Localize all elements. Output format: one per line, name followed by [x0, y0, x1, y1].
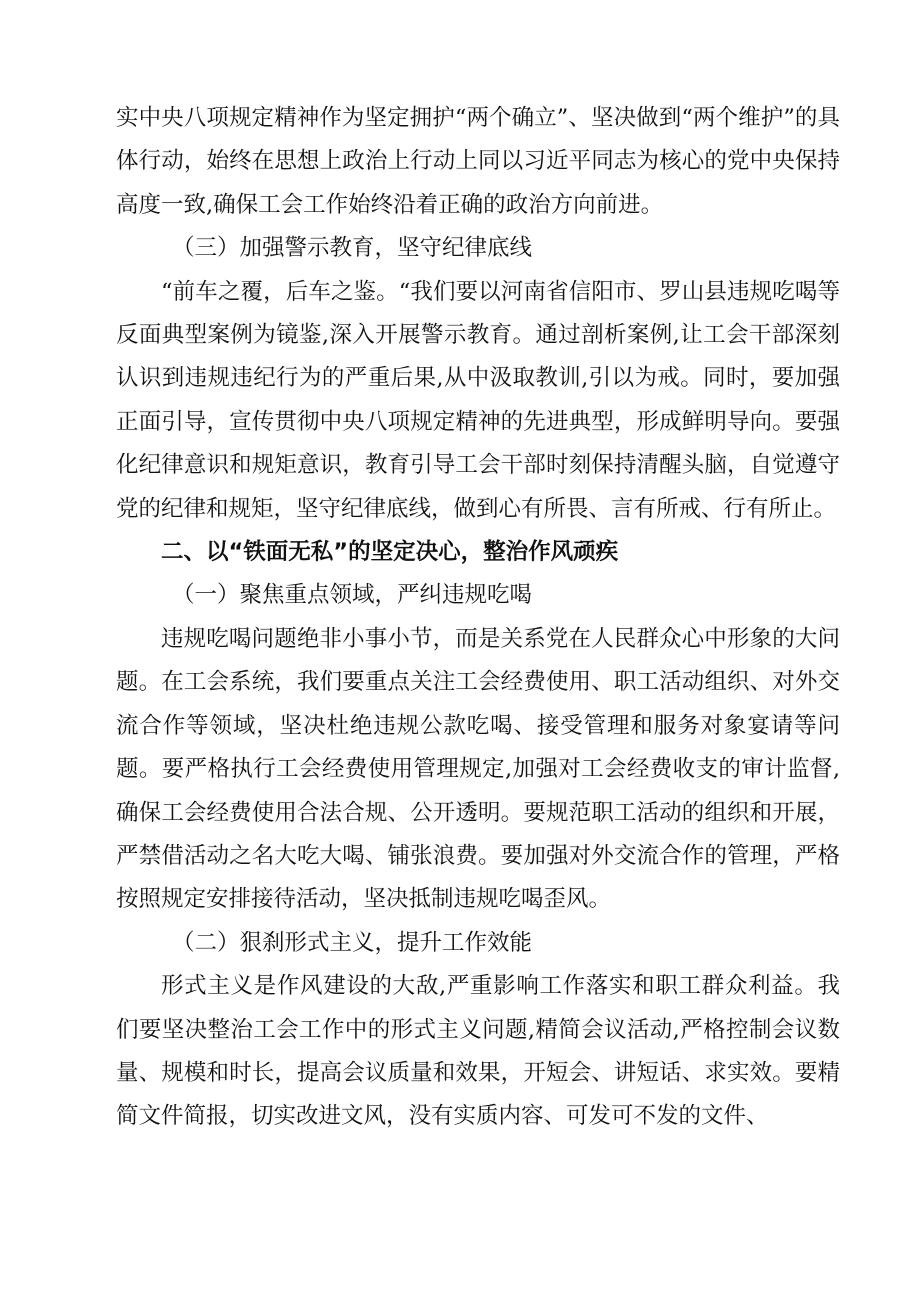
paragraph-warning-education: “前车之覆，后车之鉴。“我们要以河南省信阳市、罗山县违规吃喝等反面典型案例为镜鉴,深入开展警示教育。通过剖析案例,让工会干部深刻认识到违规违纪行为的严重后果,从中汲取教训,引以为戒。同时，要加强正面引导，宣传贯彻中央八项规定精神的先进典型，形成鲜明导向。要强化纪律意识和规矩意识，教育引导工会干部时刻保持清醒头脑，自觉遵守党的纪律和规矩，坚守纪律底线，做到心有所畏、言有所戒、行有所止。: [116, 278, 840, 522]
document-body: [116, 97, 840, 1139]
section-heading-2: 二、以“铁面无私”的坚定决心，整治作风顽疾: [161, 539, 619, 566]
subheading-3: （三）加强警示教育，坚守纪律底线: [172, 235, 533, 262]
paragraph-continued: 实中央八项规定精神作为坚定拥护“两个确立”、坚决做到“两个维护”的具体行动，始终在思想上政治上行动上同以习近平同志为核心的党中央保持高度一致,确保工会工作始终沿着正确的政治方向前进。: [116, 105, 840, 218]
subheading-1: （一）聚焦重点领域，严纠违规吃喝: [172, 582, 533, 609]
paragraph-formalism: 形式主义是作风建设的大敌,严重影响工作落实和职工群众利益。我们要坚决整治工会工作中的形式主义问题,精简会议活动,严格控制会议数量、规模和时长，提高会议质量和效果，开短会、讲短话、求实效。要精简文件简报，切实改进文风，没有实质内容、可发可不发的文件、: [116, 973, 840, 1130]
paragraph-illegal-dining: 违规吃喝问题绝非小事小节，而是关系党在人民群众心中形象的大问题。在工会系统，我们要重点关注工会经费使用、职工活动组织、对外交流合作等领域，坚决杜绝违规公款吃喝、接受管理和服务对象宴请等问题。要严格执行工会经费使用管理规定,加强对工会经费收支的审计监督,确保工会经费使用合法合规、公开透明。要规范职工活动的组织和开展，严禁借活动之名大吃大喝、铺张浪费。要加强对外交流合作的管理，严格按照规定安排接待活动，坚决抵制违规吃喝歪风。: [116, 625, 840, 913]
subheading-2: （二）狠刹形式主义，提升工作效能: [172, 929, 533, 956]
